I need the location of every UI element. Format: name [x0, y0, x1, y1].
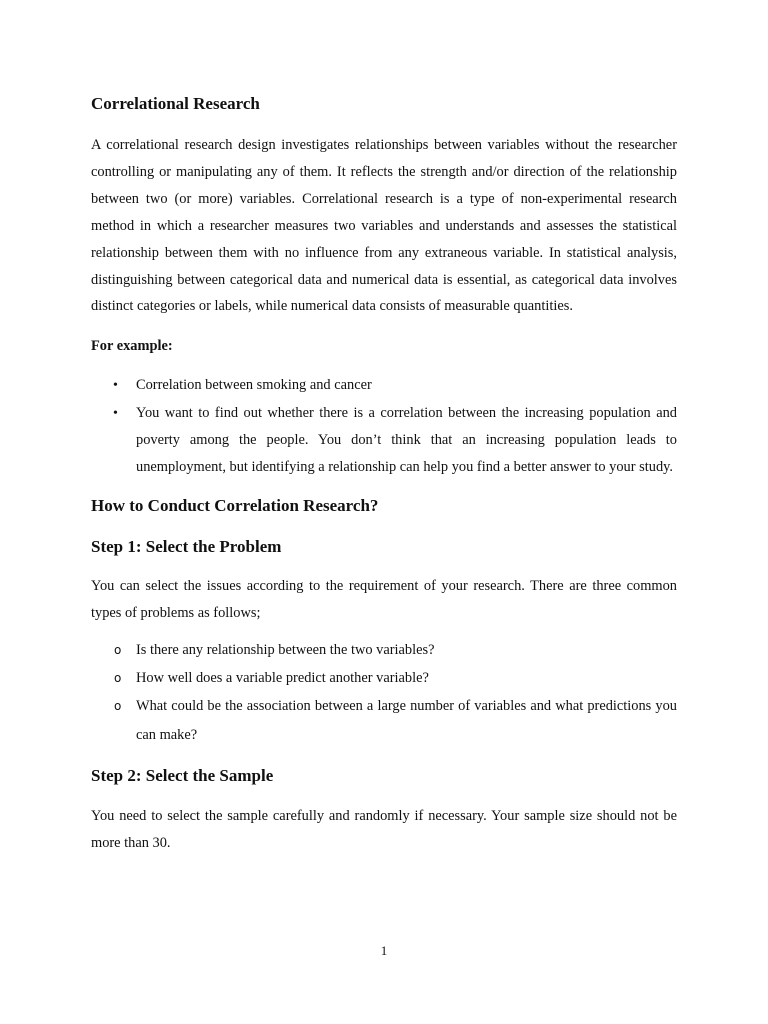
page-number: 1	[380, 943, 388, 958]
how-to-heading: How to Conduct Correlation Research?	[91, 496, 379, 516]
list-item-text: Correlation between smoking and cancer	[136, 377, 372, 394]
problem-type-list	[91, 636, 677, 750]
circle-bullet-icon: o	[114, 699, 122, 714]
list-item	[91, 636, 677, 664]
step2-heading: Step 2: Select the Sample	[91, 766, 274, 786]
list-item-text: What could be the association between a large number of variables and what predictions you can make?	[136, 698, 677, 744]
example-label: For example:	[91, 338, 173, 355]
bullet-icon: •	[113, 406, 118, 422]
list-item-text: Is there any relationship between the two variables?	[136, 642, 435, 659]
list-item-text: How well does a variable predict another variable?	[136, 670, 429, 687]
step1-paragraph: You can select the issues according to the requirement of your research. There are three common types of problems as follows;	[91, 578, 677, 622]
list-item	[91, 372, 677, 399]
page-title: Correlational Research	[91, 94, 260, 113]
document-content	[91, 93, 677, 857]
circle-bullet-icon: o	[114, 643, 122, 658]
intro-paragraph: A correlational research design investigates relationships between variables without the researcher controlling or manipulating any of them. It reflects the strength and/or direction of the relationship between two (or more) variables. Correlational research is a type of non-experimental research method in which a researcher measures two variables and understands and assesses the statistical relationship between them with no influence from any extraneous variable. In statistical analysis, distinguishing between categorical data and numerical data is essential, as categorical data involves distinct categories or labels, while numerical data consists of measurable quantities.	[91, 137, 677, 315]
list-item	[91, 400, 677, 481]
list-item	[91, 692, 677, 750]
list-item	[91, 664, 677, 692]
example-list	[91, 372, 677, 481]
bullet-icon: •	[113, 378, 118, 394]
list-item-text: You want to find out whether there is a correlation between the increasing population and poverty among the people. You don’t think that an increasing population leads to unemployment, but identifying a relationship can help you find a better answer to your study.	[136, 405, 677, 476]
step1-heading: Step 1: Select the Problem	[91, 537, 282, 557]
circle-bullet-icon: o	[114, 671, 122, 686]
step2-paragraph: You need to select the sample carefully and randomly if necessary. Your sample size should not be more than 30.	[91, 808, 677, 852]
